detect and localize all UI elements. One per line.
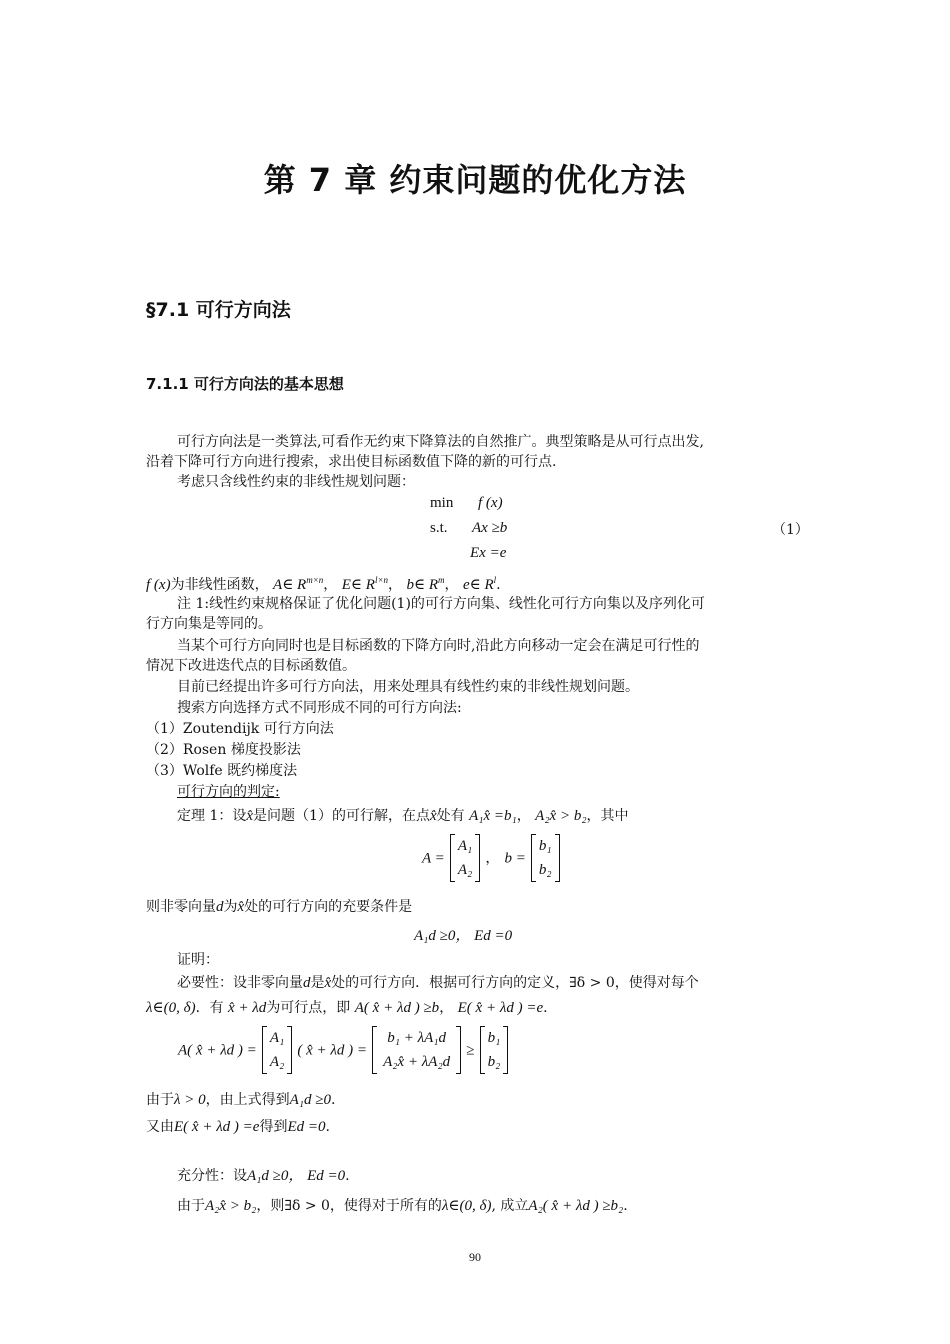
- prob-min: min: [430, 495, 454, 511]
- proof-label: 证明：: [177, 952, 219, 968]
- judge-heading: 可行方向的判定:: [177, 784, 280, 800]
- big-equation: A( x̂ + λd ) = A₁ A₂ ( x̂ + λd ) = b₁ + λA₁d A₂x̂ + λA₂d ≥ b₁ b₂: [178, 1026, 508, 1074]
- note1-line2: 行方向集是等同的。: [146, 616, 272, 632]
- method-wolfe: （3）Wolfe 既约梯度法: [146, 763, 298, 779]
- prob-objective: f (x): [478, 495, 503, 511]
- necessity-line2: λ∈(0, δ)．有 x̂ + λd为可行点，即 A( x̂ + λd ) ≥b， E( x̂ + λd ) =e.: [146, 1000, 548, 1016]
- method-zoutendijk: （1）Zoutendijk 可行方向法: [146, 721, 334, 737]
- theorem1-matrices: A = A₁ A₂ ， b = b₁ b₂: [422, 834, 560, 882]
- big-matrix-2: b₁ + λA₁d A₂x̂ + λA₂d: [372, 1026, 461, 1074]
- method-rosen: （2）Rosen 梯度投影法: [146, 742, 301, 758]
- defs-A: A∈ $R^{m\times n}$: [273, 575, 324, 593]
- section-title: §7.1 可行方向法: [146, 299, 291, 321]
- para3-line1: 当某个可行方向同时也是目标函数的下降方向时,沿此方向移动一定会在满足可行性的: [177, 638, 700, 654]
- defs-fx: f (x): [146, 577, 171, 593]
- theorem1-condition-intro: 则非零向量d为x̂处的可行方向的充要条件是: [146, 899, 413, 915]
- also-line: 又由E( x̂ + λd ) =e得到Ed =0.: [146, 1119, 330, 1135]
- chapter-title: 第 7 章 约束问题的优化方法: [263, 161, 687, 199]
- big-matrix-3: b₁ b₂: [480, 1026, 509, 1074]
- para1-line1: 可行方向法是一类算法,可看作无约束下降算法的自然推广。典型策略是从可行点出发,: [177, 434, 704, 450]
- definitions-line: f (x)为非线性函数， A∈ $R^{m\times n}$， E∈ $R^{l\times n}$， b∈ $R^m$， e∈ $R^l$.: [146, 575, 501, 593]
- matrix-b: b₁ b₂: [531, 834, 560, 882]
- defs-e: e∈ $R^l$: [462, 575, 497, 593]
- para5: 搜索方向选择方式不同形成不同的可行方向法:: [177, 700, 462, 716]
- theorem1-statement: 定理 1：设x̂是问题（1）的可行解，在点x̂处有 A₁x̂ =b₁， A₂x̂ > b₂，其中: [177, 808, 629, 824]
- prob-st: s.t.: [430, 520, 448, 536]
- prob-constraint-1: Ax ≥b: [472, 520, 508, 536]
- matrix-A: A₁ A₂: [450, 834, 480, 882]
- since-line: 由于λ > 0，由上式得到A₁d ≥0.: [146, 1092, 336, 1108]
- para3-line2: 情况下改进迭代点的目标函数值。: [146, 658, 356, 674]
- defs-E: E∈ $R^{l\times n}$: [341, 575, 389, 593]
- defs-b: b∈ $R^m$: [406, 575, 445, 593]
- defs-text: 为非线性函数，: [170, 577, 269, 593]
- sufficiency-line: 充分性：设A₁d ≥0， Ed =0.: [177, 1168, 350, 1184]
- prob-constraint-2: Ex =e: [470, 545, 507, 561]
- last-line: 由于A₂x̂ > b₂，则∃δ > 0，使得对于所有的λ∈(0, δ), 成立A₂( x̂ + λd ) ≥b₂.: [177, 1198, 628, 1214]
- necessity-line1: 必要性：设非零向量d是x̂处的可行方向．根据可行方向的定义，∃δ > 0，使得对每个: [177, 975, 699, 991]
- note1-line1: 注 1:线性约束规格保证了优化问题(1)的可行方向集、线性化可行方向集以及序列化可: [177, 596, 705, 612]
- para2: 考虑只含线性约束的非线性规划问题：: [177, 474, 415, 490]
- prob-eq-number: （1）: [772, 522, 809, 538]
- big-matrix-1: A₁ A₂: [262, 1026, 292, 1074]
- para4: 目前已经提出许多可行方向法，用来处理具有线性约束的非线性规划问题。: [177, 679, 639, 695]
- para1-line2: 沿着下降可行方向进行搜索，求出使目标函数值下降的新的可行点.: [146, 454, 557, 470]
- page-number: 90: [469, 1250, 481, 1264]
- subsection-title: 7.1.1 可行方向法的基本思想: [146, 375, 344, 393]
- theorem1-condition: A₁d ≥0， Ed =0: [414, 928, 513, 944]
